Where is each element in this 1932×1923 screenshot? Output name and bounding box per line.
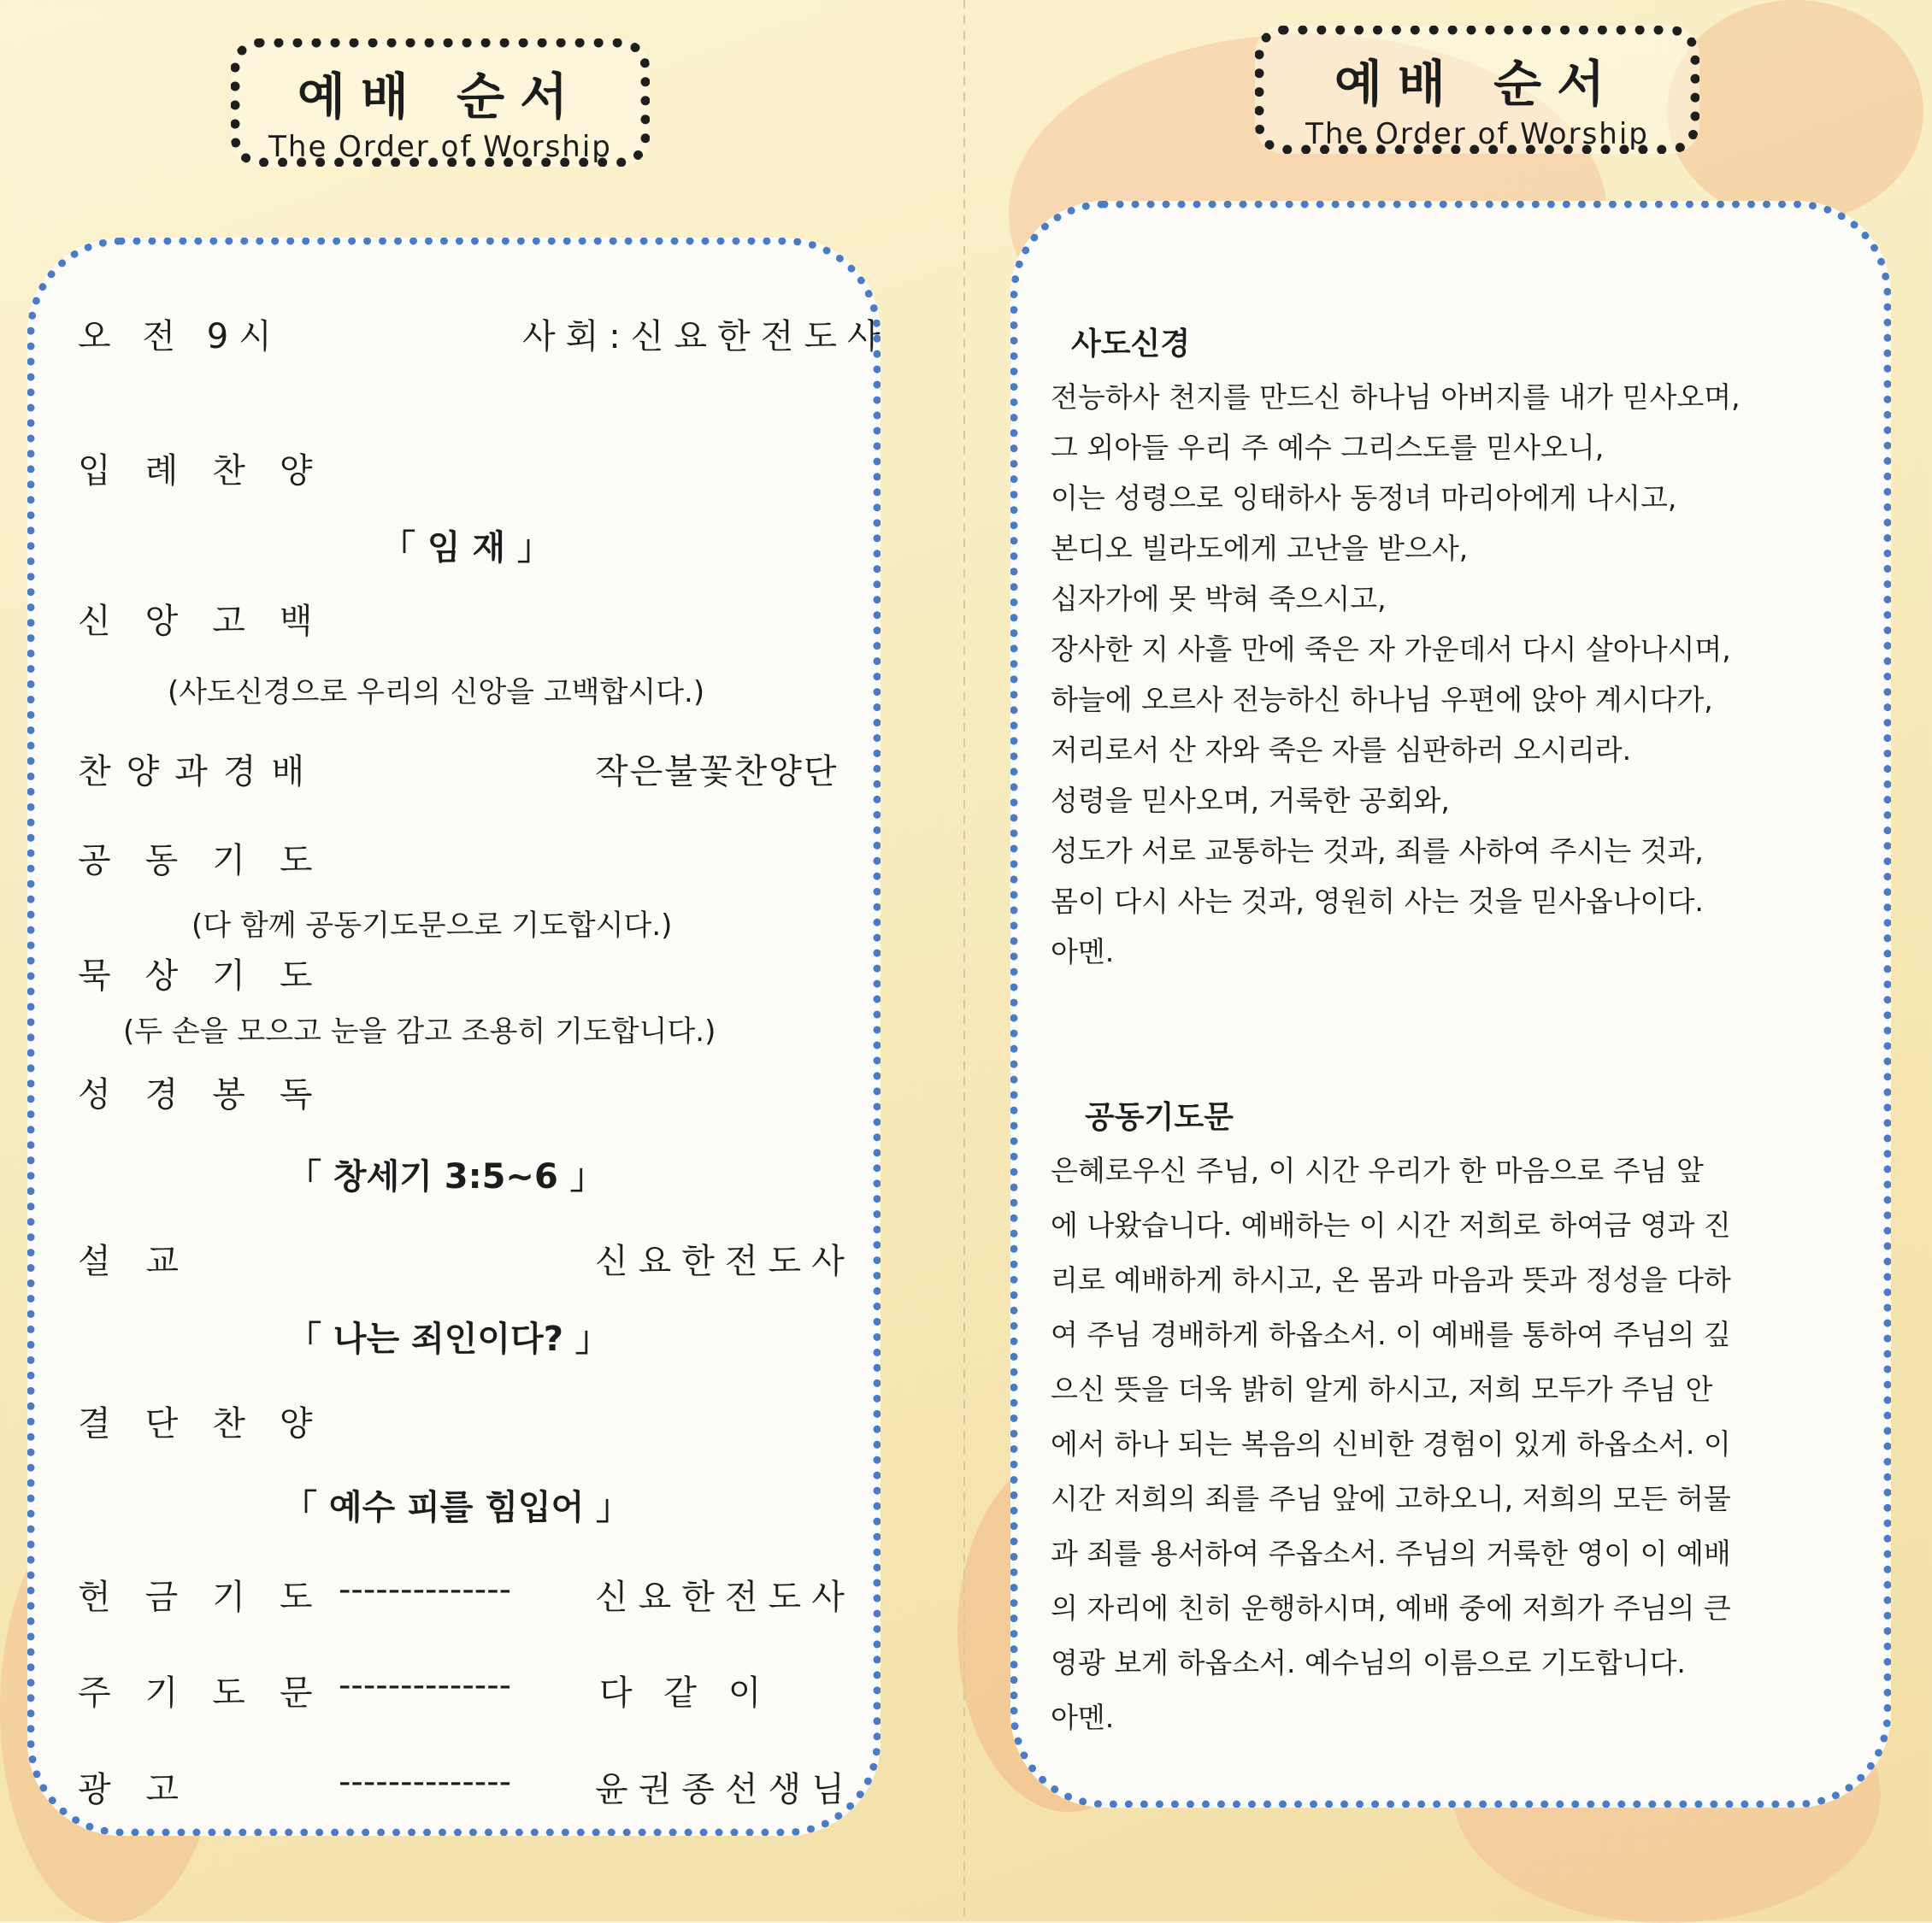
order-item-right: 작은불꽃찬양단 <box>595 752 839 791</box>
prayer-line: 시간 저희의 죄를 주님 앞에 고하오니, 저희의 모든 허물 <box>1051 1482 1731 1515</box>
order-item-label: 성경봉독 <box>78 1075 347 1114</box>
order-item-right: 신요한전도사 <box>595 1578 855 1617</box>
prayer-line: 에 나왔습니다. 예배하는 이 시간 저희로 하여금 영과 진 <box>1051 1208 1731 1242</box>
order-item-leader: -------------- <box>339 1666 512 1705</box>
prayer-line: 에서 하나 되는 복음의 신비한 경험이 있게 하옵소서. 이 <box>1051 1427 1731 1461</box>
order-item-label: 광 고 <box>78 1770 191 1809</box>
order-item-label: 입례찬양 <box>78 451 347 491</box>
creed-line: 이는 성령으로 잉태하사 동정녀 마리아에게 나시고, <box>1051 481 1677 515</box>
service-leader: 사회:신요한전도사 <box>522 317 891 356</box>
title-box-right <box>1255 26 1699 154</box>
prayer-line: 과 죄를 용서하여 주옵소서. 주님의 거룩한 영이 이 예배 <box>1051 1537 1731 1570</box>
worship-order-panel <box>27 238 891 1836</box>
creed-line: 그 외아들 우리 주 예수 그리스도를 믿사오니, <box>1051 431 1605 464</box>
creed-line: 장사한 지 사흘 만에 죽은 자 가운데서 다시 살아나시며, <box>1051 632 1731 666</box>
order-item-detail: (두 손을 모으고 눈을 감고 조용히 기도합니다.) <box>123 1014 716 1049</box>
title-korean: 예배 순서 <box>1334 55 1621 113</box>
order-item-detail: 「 임 재 」 <box>381 528 552 567</box>
order-item-label: 찬양과경배 <box>78 752 321 791</box>
order-item-label: 신앙고백 <box>78 602 347 641</box>
creed-line: 아멘. <box>1051 935 1115 968</box>
order-item-label: 결단찬양 <box>78 1404 347 1444</box>
order-item-label: 공동기도 <box>78 841 347 880</box>
prayer-line: 여 주님 경배하게 하옵소서. 이 예배를 통하여 주님의 깊 <box>1051 1318 1731 1351</box>
creed-line: 성령을 믿사오며, 거룩한 공회와, <box>1051 784 1450 817</box>
prayer-line: 의 자리에 친히 운행하시며, 예배 중에 저희가 주님의 큰 <box>1051 1591 1731 1625</box>
creed-line: 본디오 빌라도에게 고난을 받으사, <box>1051 532 1469 565</box>
prayer-line: 아멘. <box>1051 1701 1115 1734</box>
order-item-leader: -------------- <box>339 1570 512 1609</box>
title-english: The Order of Worship <box>268 130 612 164</box>
order-item-label: 주기도문 <box>78 1673 347 1713</box>
prayer-line: 리로 예배하게 하시고, 온 몸과 마음과 뜻과 정성을 다하 <box>1051 1263 1731 1297</box>
creed-prayer-panel <box>1010 201 1891 1808</box>
flower-decoration <box>1667 0 1923 222</box>
creed-line: 몸이 다시 사는 것과, 영원히 사는 것을 믿사옵나이다. <box>1051 885 1704 918</box>
prayer-line: 으신 뜻을 더욱 밝히 알게 하시고, 저희 모두가 주님 안 <box>1051 1373 1713 1406</box>
creed-text <box>1051 375 1741 980</box>
order-item-detail: (사도신경으로 우리의 신앙을 고백합시다.) <box>168 675 705 709</box>
prayer-text <box>1051 1149 1731 1750</box>
creed-line: 저리로서 산 자와 죽은 자를 심판하러 오시리라. <box>1051 733 1632 767</box>
page-fold <box>963 0 965 1921</box>
prayer-line: 은혜로우신 주님, 이 시간 우리가 한 마음으로 주님 앞 <box>1051 1154 1704 1187</box>
order-item-detail: 「 나는 죄인이다? 」 <box>287 1320 610 1359</box>
title-korean: 예배 순서 <box>297 68 584 126</box>
creed-line: 성도가 서로 교통하는 것과, 죄를 사하여 주시는 것과, <box>1051 834 1704 867</box>
order-item-right: 신요한전도사 <box>595 1242 855 1281</box>
order-item-detail: (다 함께 공동기도문으로 기도합시다.) <box>191 909 673 943</box>
order-item-right: 윤권종선생님 <box>595 1770 855 1809</box>
order-item-detail: 「 예수 피를 힘입어 」 <box>283 1488 631 1527</box>
creed-line: 십자가에 못 박혀 죽으시고, <box>1051 582 1387 615</box>
order-item-label: 헌금기도 <box>78 1578 347 1617</box>
prayer-heading: 공동기도문 <box>1085 1100 1234 1135</box>
order-item-right: 다 같 이 <box>599 1673 772 1713</box>
order-item-leader: -------------- <box>339 1762 512 1802</box>
prayer-line: 영광 보게 하옵소서. 예수님의 이름으로 기도합니다. <box>1051 1646 1686 1679</box>
creed-line: 전능하사 천지를 만드신 하나님 아버지를 내가 믿사오며, <box>1051 380 1741 414</box>
order-item-label: 묵상기도 <box>78 956 347 996</box>
title-box-left <box>231 38 650 167</box>
order-item-label: 설 교 <box>78 1242 191 1281</box>
title-english: The Order of Worship <box>1305 117 1649 151</box>
creed-heading: 사도신경 <box>1071 326 1191 362</box>
order-item-detail: 「 창세기 3:5~6 」 <box>287 1157 604 1197</box>
creed-line: 하늘에 오르사 전능하신 하나님 우편에 앉아 계시다가, <box>1051 683 1713 716</box>
service-time: 오 전 9시 <box>78 317 282 356</box>
